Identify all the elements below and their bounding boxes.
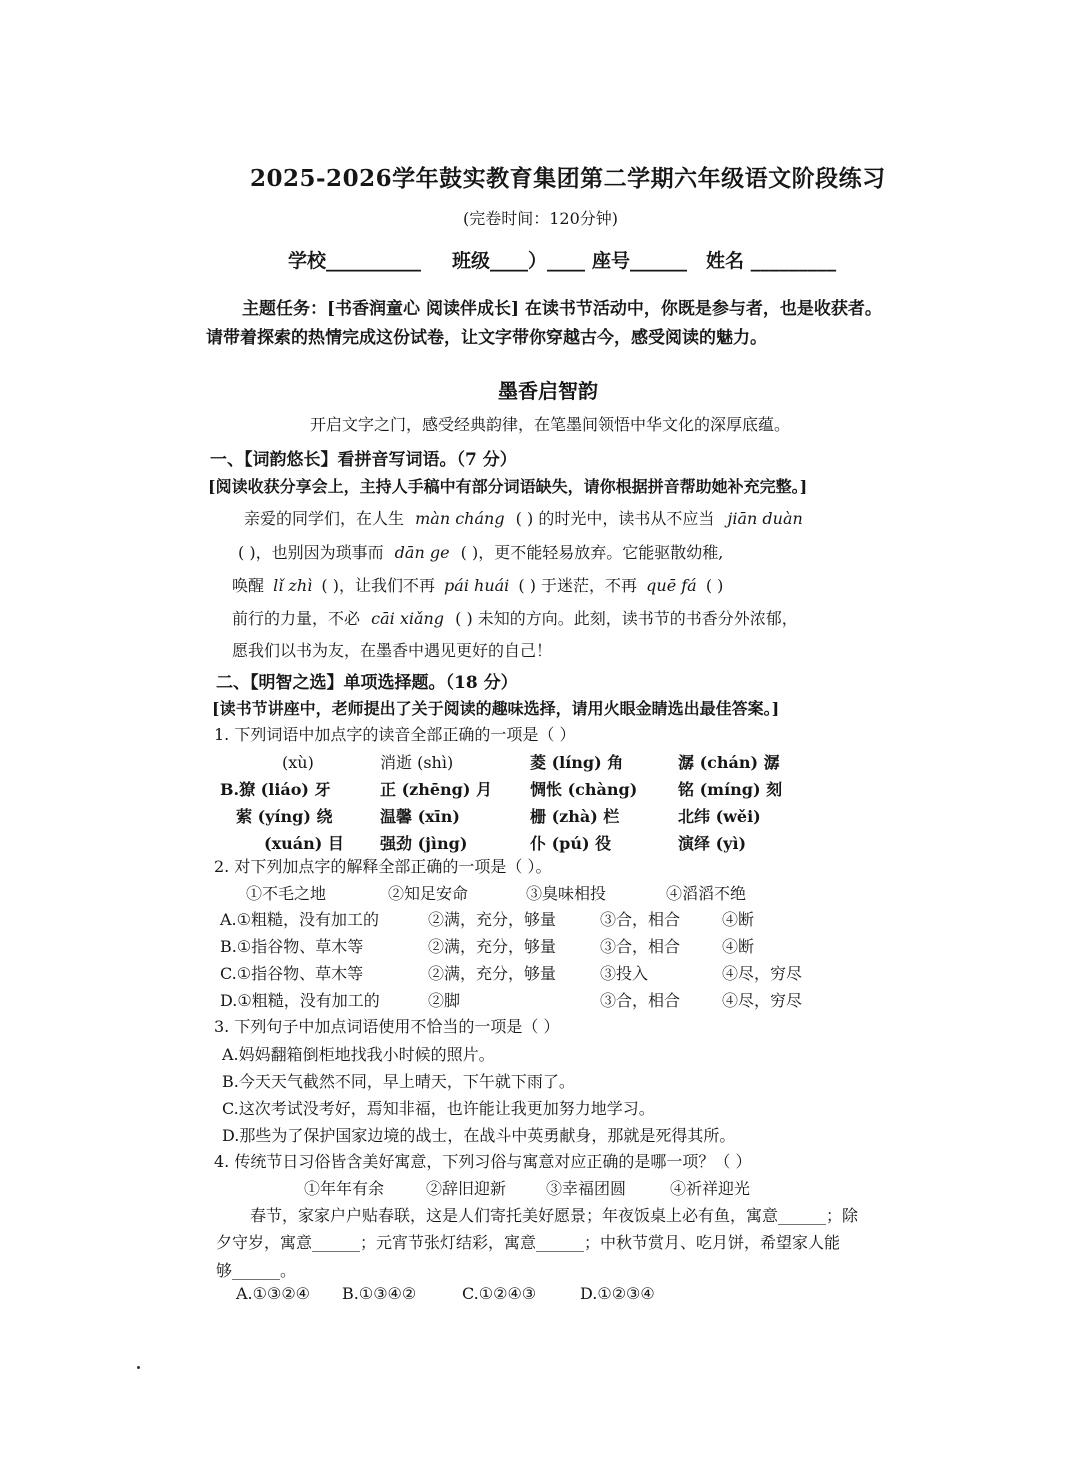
q2-options [220, 907, 820, 1015]
time-note: (完卷时间：120分钟) [463, 209, 619, 228]
q2-item: ①不毛之地 [246, 884, 327, 903]
q4-stem: 4. 传统节日习俗皆含美好寓意，下列习俗与寓意对应正确的是哪一项？（ ） [214, 1152, 752, 1171]
q1-cell: 强劲 (jìng) [380, 834, 468, 853]
q2-cell: A.①粗糙，没有加工的 [220, 910, 379, 929]
q2-cell: B.①指谷物、草木等 [220, 937, 364, 956]
q2-option-d[interactable] [220, 988, 820, 1015]
q3-option-c[interactable]: C.这次考试没考好，焉知非福，也许能让我更加努力地学习。 [222, 1099, 655, 1118]
q1-cell: 铭 (míng) 刻 [678, 780, 783, 799]
answer-blank-2[interactable]: ( )，也别因为琐事而 [238, 543, 384, 562]
q2-item: ④滔滔不绝 [666, 884, 747, 903]
q2-cell: ③投入 [600, 964, 649, 983]
q1-cell: 仆 (pú) 役 [530, 834, 612, 853]
q1-cell: 正 (zhēng) 月 [380, 780, 493, 799]
q3-stem: 3. 下列句子中加点词语使用不恰当的一项是（ ） [214, 1017, 560, 1036]
q1-cell: 栅 (zhà) 栏 [530, 807, 620, 826]
part1-heading: 一、【词韵悠长】看拼音写词语。（7 分） [210, 450, 517, 470]
passage-text: 亲爱的同学们，在人生 [244, 509, 405, 528]
q2-option-a[interactable] [220, 907, 820, 934]
q2-item: ②知足安命 [388, 884, 469, 903]
q4-items [304, 1176, 824, 1199]
scan-speck [137, 1366, 140, 1369]
q2-option-c[interactable] [220, 961, 820, 988]
answer-blank-7[interactable]: ( ) 未知的方向。此刻，读书节的书香分外浓郁， [455, 609, 798, 628]
q2-option-b[interactable] [220, 934, 820, 961]
q3-option-b[interactable]: B.今天天气截然不同，早上晴天，下午就下雨了。 [222, 1072, 575, 1091]
q2-item: ③臭味相投 [526, 884, 607, 903]
part2-note: [读书节讲座中，老师提出了关于阅读的趣味选择，请用火眼金睛选出最佳答案。] [212, 699, 780, 718]
q2-cell: ④断 [722, 937, 755, 956]
answer-blank-3[interactable]: ( )，更不能轻易放弃。它能驱散幼稚, [460, 543, 724, 562]
pinyin-que-fa: quē fá [646, 576, 697, 595]
q1-row-a[interactable] [220, 750, 820, 777]
passage-text: 唤醒 [232, 576, 265, 595]
q1-cell: 演绎 (yì) [678, 834, 747, 853]
q4-item: ②辞旧迎新 [426, 1179, 507, 1198]
q4-option-b[interactable]: B.①③④② [342, 1284, 417, 1303]
passage-line-4 [232, 606, 798, 629]
q1-cell: 惆怅 (chàng) [530, 780, 638, 799]
q1-cell: 萦 (yíng) 绕 [236, 807, 333, 826]
seat-field: 座号______ [592, 250, 688, 272]
q2-cell: ④尽，穷尽 [722, 964, 803, 983]
q1-cell: 温馨 (xīn) [380, 807, 460, 826]
q4-item: ③幸福团圆 [546, 1179, 627, 1198]
name-field: 姓名 _________ [706, 250, 837, 272]
q2-stem: 2. 对下列加点字的解释全部正确的一项是（ ）。 [214, 857, 552, 876]
q1-options [220, 750, 820, 858]
q1-cell: 消逝 (shì) [380, 753, 454, 772]
pinyin-cai-xiang: cāi xiǎng [371, 609, 445, 628]
q2-cell: D.①粗糙，没有加工的 [220, 991, 380, 1010]
q2-cell: ④断 [722, 910, 755, 929]
q1-cell: 北纬 (wěi) [678, 807, 761, 826]
pinyin-man-chang: màn cháng [415, 509, 505, 528]
q1-cell: (xù) [282, 753, 314, 772]
q1-cell: B.獠 (liáo) 牙 [220, 780, 331, 799]
exam-title: 2025-2026学年鼓实教育集团第二学期六年级语文阶段练习 [250, 165, 886, 192]
intro-line-2: 请带着探索的热情完成这份试卷，让文字带你穿越古今，感受阅读的魅力。 [206, 328, 767, 348]
pinyin-li-zhi: lǐ zhì [273, 576, 313, 595]
pinyin-pai-huai: pái huái [444, 576, 510, 595]
q1-cell: (xuán) 目 [264, 834, 344, 853]
section-title: 墨香启智韵 [498, 379, 598, 403]
part1-note: [阅读收获分享会上，主持人手稿中有部分词语缺失，请你根据拼音帮助她补充完整。] [208, 477, 808, 496]
passage-line-2 [238, 540, 723, 563]
passage-text: 前行的力量，不必 [232, 609, 361, 628]
answer-blank-5[interactable]: ( ) 于迷茫，不再 [518, 576, 638, 595]
q2-cell: ③合，相合 [600, 991, 681, 1010]
answer-blank-1[interactable]: ( ) 的时光中，读书从不应当 [515, 509, 715, 528]
q2-cell: ④尽，穷尽 [722, 991, 803, 1010]
q1-cell: 潺 (chán) 潺 [678, 753, 780, 772]
passage-line-1 [244, 506, 803, 529]
pinyin-dan-ge: dān ge [394, 543, 450, 562]
q4-option-c[interactable]: C.①②④③ [462, 1284, 537, 1303]
q1-row-c[interactable] [220, 804, 820, 831]
q4-paragraph-1: 春节，家家户户贴春联，这是人们寄托美好愿景；年夜饭桌上必有鱼，寓意______；除 [250, 1206, 859, 1225]
q2-items [246, 881, 806, 904]
q2-cell: ②满，充分，够量 [428, 937, 557, 956]
q4-paragraph-2: 夕守岁，寓意______；元宵节张灯结彩，寓意______；中秋节赏月、吃月饼，希望家人能 [216, 1233, 841, 1252]
q2-cell: C.①指谷物、草木等 [220, 964, 364, 983]
answer-blank-6[interactable]: ( ) [705, 576, 724, 595]
q4-options [236, 1284, 696, 1303]
q2-cell: ③合，相合 [600, 937, 681, 956]
class-field: 班级____）____ [452, 250, 586, 272]
q4-paragraph-3: 够______。 [216, 1261, 297, 1280]
section-subtitle: 开启文字之门，感受经典韵律，在笔墨间领悟中华文化的深厚底蕴。 [310, 415, 791, 434]
intro-line-1: 主题任务：[书香润童心 阅读伴成长] 在读书节活动中，你既是参与者，也是收获者。 [242, 299, 882, 319]
q1-row-b[interactable] [220, 777, 820, 804]
q4-item: ④祈祥迎光 [670, 1179, 751, 1198]
school-field: 学校__________ [288, 250, 422, 272]
q4-option-a[interactable]: A.①③②④ [236, 1284, 311, 1303]
q1-cell: 菱 (líng) 角 [530, 753, 624, 772]
passage-line-3 [232, 573, 723, 596]
passage-line-5: 愿我们以书为友，在墨香中遇见更好的自己！ [232, 641, 553, 660]
q2-cell: ②脚 [428, 991, 461, 1010]
q4-option-d[interactable]: D.①②③④ [580, 1284, 655, 1303]
q1-stem: 1. 下列词语中加点字的读音全部正确的一项是（ ） [214, 725, 576, 744]
q2-cell: ②满，充分，够量 [428, 964, 557, 983]
q4-item: ①年年有余 [304, 1179, 385, 1198]
answer-blank-4[interactable]: ( )，让我们不再 [321, 576, 435, 595]
q2-cell: ②满，充分，够量 [428, 910, 557, 929]
q3-option-a[interactable]: A.妈妈翻箱倒柜地找我小时候的照片。 [222, 1045, 495, 1064]
q3-option-d[interactable]: D.那些为了保护国家边境的战士，在战斗中英勇献身，那就是死得其所。 [222, 1126, 736, 1145]
q2-cell: ③合，相合 [600, 910, 681, 929]
part2-heading: 二、【明智之选】单项选择题。（18 分） [216, 673, 518, 693]
pinyin-jian-duan: jiān duàn [727, 509, 803, 528]
